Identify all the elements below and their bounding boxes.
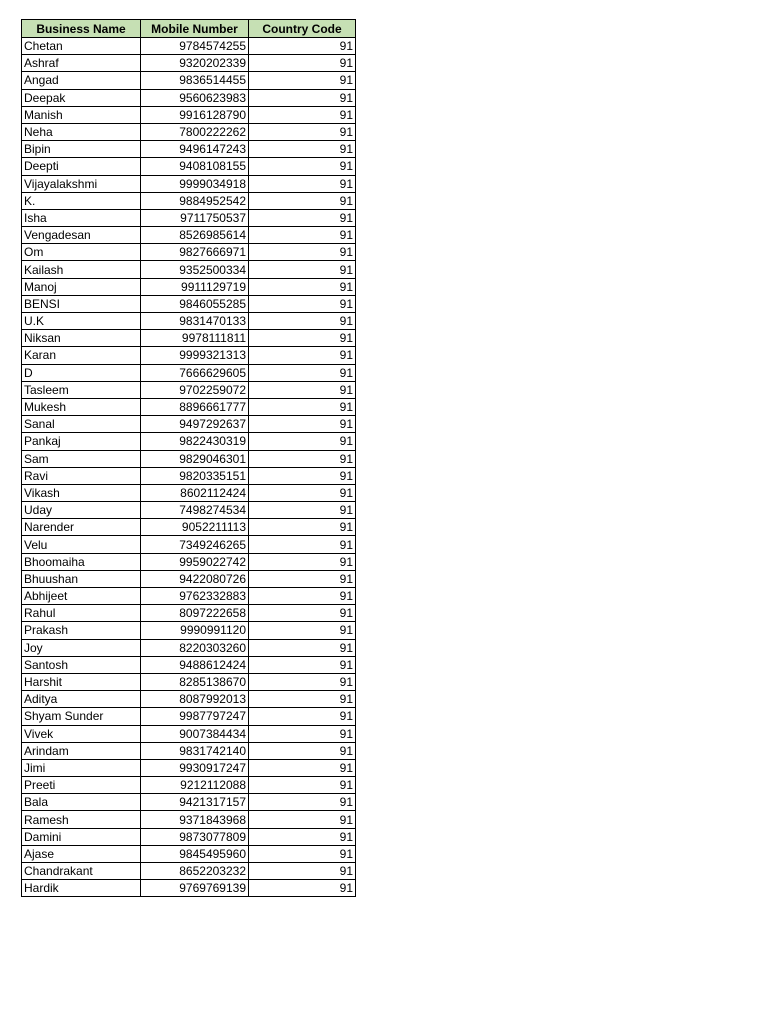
cell-business-name: Harshit — [22, 673, 141, 690]
table-body — [22, 38, 356, 897]
cell-business-name: Velu — [22, 536, 141, 553]
cell-country-code: 91 — [249, 845, 356, 862]
cell-business-name: Sanal — [22, 416, 141, 433]
table-row — [22, 38, 356, 55]
cell-country-code: 91 — [249, 313, 356, 330]
cell-mobile-number: 9831470133 — [141, 313, 249, 330]
cell-business-name: Vikash — [22, 484, 141, 501]
cell-country-code: 91 — [249, 330, 356, 347]
cell-country-code: 91 — [249, 811, 356, 828]
cell-mobile-number: 9978111811 — [141, 330, 249, 347]
cell-mobile-number: 8285138670 — [141, 673, 249, 690]
cell-mobile-number: 9829046301 — [141, 450, 249, 467]
cell-mobile-number: 9822430319 — [141, 433, 249, 450]
cell-mobile-number: 9421317157 — [141, 794, 249, 811]
cell-country-code: 91 — [249, 158, 356, 175]
cell-business-name: Santosh — [22, 656, 141, 673]
cell-business-name: Ravi — [22, 467, 141, 484]
cell-business-name: Angad — [22, 72, 141, 89]
table-row — [22, 502, 356, 519]
cell-mobile-number: 9408108155 — [141, 158, 249, 175]
cell-mobile-number: 9999321313 — [141, 347, 249, 364]
cell-mobile-number: 9352500334 — [141, 261, 249, 278]
cell-business-name: Isha — [22, 209, 141, 226]
table-row — [22, 72, 356, 89]
cell-mobile-number: 9769769139 — [141, 880, 249, 897]
cell-country-code: 91 — [249, 209, 356, 226]
table-row — [22, 725, 356, 742]
cell-country-code: 91 — [249, 175, 356, 192]
table-row — [22, 811, 356, 828]
cell-business-name: Bhuushan — [22, 570, 141, 587]
cell-country-code: 91 — [249, 588, 356, 605]
cell-country-code: 91 — [249, 570, 356, 587]
table-row — [22, 794, 356, 811]
table-row — [22, 192, 356, 209]
cell-business-name: Pankaj — [22, 433, 141, 450]
cell-business-name: Sam — [22, 450, 141, 467]
table-row — [22, 673, 356, 690]
cell-business-name: Abhijeet — [22, 588, 141, 605]
cell-mobile-number: 9873077809 — [141, 828, 249, 845]
table-row — [22, 106, 356, 123]
table-row — [22, 536, 356, 553]
table-row — [22, 209, 356, 226]
table-row — [22, 123, 356, 140]
cell-mobile-number: 9711750537 — [141, 209, 249, 226]
cell-business-name: Niksan — [22, 330, 141, 347]
table-row — [22, 777, 356, 794]
cell-business-name: Preeti — [22, 777, 141, 794]
table-row — [22, 433, 356, 450]
cell-business-name: Manoj — [22, 278, 141, 295]
table-row — [22, 227, 356, 244]
cell-mobile-number: 8896661777 — [141, 398, 249, 415]
header-country-code: Country Code — [249, 20, 356, 38]
cell-business-name: Arindam — [22, 742, 141, 759]
table-row — [22, 828, 356, 845]
cell-business-name: Narender — [22, 519, 141, 536]
table-row — [22, 278, 356, 295]
cell-country-code: 91 — [249, 639, 356, 656]
cell-business-name: BENSI — [22, 295, 141, 312]
cell-mobile-number: 9999034918 — [141, 175, 249, 192]
cell-country-code: 91 — [249, 794, 356, 811]
cell-business-name: Manish — [22, 106, 141, 123]
cell-business-name: Prakash — [22, 622, 141, 639]
cell-country-code: 91 — [249, 89, 356, 106]
cell-mobile-number: 9422080726 — [141, 570, 249, 587]
cell-country-code: 91 — [249, 742, 356, 759]
cell-country-code: 91 — [249, 777, 356, 794]
cell-country-code: 91 — [249, 244, 356, 261]
cell-country-code: 91 — [249, 536, 356, 553]
cell-mobile-number: 9212112088 — [141, 777, 249, 794]
cell-business-name: Om — [22, 244, 141, 261]
table-row — [22, 553, 356, 570]
cell-mobile-number: 8087992013 — [141, 691, 249, 708]
cell-mobile-number: 9488612424 — [141, 656, 249, 673]
cell-country-code: 91 — [249, 450, 356, 467]
cell-mobile-number: 8602112424 — [141, 484, 249, 501]
cell-business-name: Aditya — [22, 691, 141, 708]
table-row — [22, 742, 356, 759]
table-row — [22, 347, 356, 364]
cell-country-code: 91 — [249, 708, 356, 725]
table-row — [22, 244, 356, 261]
table-row — [22, 398, 356, 415]
cell-country-code: 91 — [249, 622, 356, 639]
cell-business-name: Bala — [22, 794, 141, 811]
cell-mobile-number: 9497292637 — [141, 416, 249, 433]
cell-country-code: 91 — [249, 484, 356, 501]
cell-country-code: 91 — [249, 519, 356, 536]
cell-mobile-number: 9560623983 — [141, 89, 249, 106]
cell-mobile-number: 9959022742 — [141, 553, 249, 570]
table-row — [22, 381, 356, 398]
table-row — [22, 364, 356, 381]
cell-business-name: Joy — [22, 639, 141, 656]
cell-country-code: 91 — [249, 192, 356, 209]
cell-country-code: 91 — [249, 261, 356, 278]
cell-country-code: 91 — [249, 656, 356, 673]
cell-business-name: Ramesh — [22, 811, 141, 828]
table-row — [22, 450, 356, 467]
cell-mobile-number: 7349246265 — [141, 536, 249, 553]
cell-business-name: Damini — [22, 828, 141, 845]
cell-mobile-number: 9007384434 — [141, 725, 249, 742]
header-row — [22, 20, 356, 38]
table-row — [22, 141, 356, 158]
table-row — [22, 416, 356, 433]
cell-business-name: Uday — [22, 502, 141, 519]
cell-country-code: 91 — [249, 759, 356, 776]
cell-country-code: 91 — [249, 553, 356, 570]
table-row — [22, 55, 356, 72]
cell-business-name: D — [22, 364, 141, 381]
table-row — [22, 708, 356, 725]
cell-mobile-number: 9496147243 — [141, 141, 249, 158]
cell-country-code: 91 — [249, 502, 356, 519]
cell-country-code: 91 — [249, 364, 356, 381]
cell-business-name: Karan — [22, 347, 141, 364]
cell-country-code: 91 — [249, 295, 356, 312]
cell-business-name: Vengadesan — [22, 227, 141, 244]
cell-mobile-number: 9052211113 — [141, 519, 249, 536]
contacts-table — [21, 19, 356, 897]
cell-mobile-number: 9784574255 — [141, 38, 249, 55]
table-row — [22, 622, 356, 639]
cell-business-name: Bhoomaiha — [22, 553, 141, 570]
cell-country-code: 91 — [249, 863, 356, 880]
cell-business-name: Tasleem — [22, 381, 141, 398]
cell-business-name: Deepti — [22, 158, 141, 175]
cell-business-name: Chandrakant — [22, 863, 141, 880]
cell-mobile-number: 9845495960 — [141, 845, 249, 862]
cell-country-code: 91 — [249, 227, 356, 244]
table-row — [22, 588, 356, 605]
cell-mobile-number: 9836514455 — [141, 72, 249, 89]
cell-mobile-number: 7800222262 — [141, 123, 249, 140]
table-row — [22, 759, 356, 776]
cell-mobile-number: 8220303260 — [141, 639, 249, 656]
cell-country-code: 91 — [249, 880, 356, 897]
cell-mobile-number: 9916128790 — [141, 106, 249, 123]
cell-mobile-number: 7666629605 — [141, 364, 249, 381]
cell-business-name: K. — [22, 192, 141, 209]
cell-mobile-number: 9990991120 — [141, 622, 249, 639]
table-row — [22, 863, 356, 880]
table-row — [22, 295, 356, 312]
cell-country-code: 91 — [249, 278, 356, 295]
table-row — [22, 175, 356, 192]
table-row — [22, 519, 356, 536]
cell-mobile-number: 7498274534 — [141, 502, 249, 519]
header-business-name: Business Name — [22, 20, 141, 38]
cell-mobile-number: 9846055285 — [141, 295, 249, 312]
cell-business-name: U.K — [22, 313, 141, 330]
cell-country-code: 91 — [249, 123, 356, 140]
cell-mobile-number: 8526985614 — [141, 227, 249, 244]
table-row — [22, 656, 356, 673]
cell-country-code: 91 — [249, 72, 356, 89]
cell-mobile-number: 8097222658 — [141, 605, 249, 622]
cell-country-code: 91 — [249, 141, 356, 158]
cell-country-code: 91 — [249, 725, 356, 742]
table-row — [22, 605, 356, 622]
cell-country-code: 91 — [249, 691, 356, 708]
cell-mobile-number: 9371843968 — [141, 811, 249, 828]
cell-country-code: 91 — [249, 347, 356, 364]
cell-country-code: 91 — [249, 38, 356, 55]
cell-country-code: 91 — [249, 398, 356, 415]
table-row — [22, 330, 356, 347]
header-mobile-number: Mobile Number — [141, 20, 249, 38]
table-row — [22, 484, 356, 501]
cell-country-code: 91 — [249, 467, 356, 484]
table-row — [22, 880, 356, 897]
cell-country-code: 91 — [249, 416, 356, 433]
cell-country-code: 91 — [249, 381, 356, 398]
cell-country-code: 91 — [249, 828, 356, 845]
table-row — [22, 158, 356, 175]
cell-business-name: Chetan — [22, 38, 141, 55]
cell-country-code: 91 — [249, 605, 356, 622]
cell-mobile-number: 9320202339 — [141, 55, 249, 72]
cell-business-name: Kailash — [22, 261, 141, 278]
cell-business-name: Ajase — [22, 845, 141, 862]
cell-business-name: Mukesh — [22, 398, 141, 415]
cell-business-name: Shyam Sunder — [22, 708, 141, 725]
cell-country-code: 91 — [249, 55, 356, 72]
cell-business-name: Vijayalakshmi — [22, 175, 141, 192]
table-row — [22, 845, 356, 862]
cell-business-name: Rahul — [22, 605, 141, 622]
cell-country-code: 91 — [249, 433, 356, 450]
table-row — [22, 313, 356, 330]
cell-business-name: Hardik — [22, 880, 141, 897]
cell-mobile-number: 9702259072 — [141, 381, 249, 398]
cell-business-name: Bipin — [22, 141, 141, 158]
cell-mobile-number: 9762332883 — [141, 588, 249, 605]
table-row — [22, 261, 356, 278]
cell-mobile-number: 8652203232 — [141, 863, 249, 880]
cell-business-name: Vivek — [22, 725, 141, 742]
cell-business-name: Ashraf — [22, 55, 141, 72]
cell-business-name: Neha — [22, 123, 141, 140]
table-row — [22, 570, 356, 587]
cell-mobile-number: 9827666971 — [141, 244, 249, 261]
cell-mobile-number: 9884952542 — [141, 192, 249, 209]
cell-mobile-number: 9911129719 — [141, 278, 249, 295]
cell-country-code: 91 — [249, 106, 356, 123]
cell-business-name: Jimi — [22, 759, 141, 776]
cell-mobile-number: 9930917247 — [141, 759, 249, 776]
cell-country-code: 91 — [249, 673, 356, 690]
cell-business-name: Deepak — [22, 89, 141, 106]
table-row — [22, 639, 356, 656]
table-row — [22, 467, 356, 484]
cell-mobile-number: 9831742140 — [141, 742, 249, 759]
table-row — [22, 691, 356, 708]
table-row — [22, 89, 356, 106]
cell-mobile-number: 9987797247 — [141, 708, 249, 725]
cell-mobile-number: 9820335151 — [141, 467, 249, 484]
